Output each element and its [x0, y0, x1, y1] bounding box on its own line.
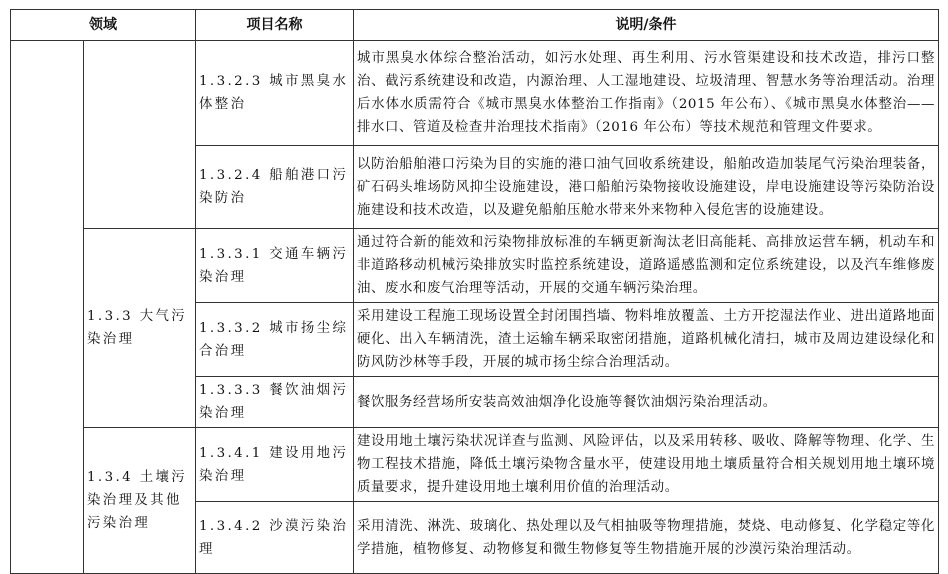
- group-air: 1.3.3 大气污染治理: [84, 229, 196, 428]
- project-description: 建设用地土壤污染状况详查与监测、风险评估，以及采用转移、吸收、降解等物理、化学、生物工程技术措施，降低土壤污染物含量水平，使建设用地土壤质量符合相关规划用地土壤环境质量要求，提升建设用地土壤利用价值的治理活动。: [354, 428, 939, 502]
- header-description: 说明/条件: [354, 10, 939, 41]
- project-name: 1.3.3.2 城市扬尘综合治理: [196, 303, 354, 377]
- project-name: 1.3.2.4 船舶港口污染防治: [196, 146, 354, 229]
- group-soil: 1.3.4 土壤污染治理及其他污染治理: [84, 428, 196, 574]
- project-description: 采用建设工程施工现场设置全封闭围挡墙、物料堆放覆盖、土方开挖湿法作业、进出道路地面硬化、出入车辆清洗，渣土运输车辆采取密闭措施，道路机械化清扫，城市及周边建设绿化和防风防沙林等手段，开展的城市扬尘综合治理活动。: [354, 303, 939, 377]
- table-row: [11, 41, 939, 146]
- header-domain: 领域: [11, 10, 196, 41]
- table-row: [11, 428, 939, 502]
- subdomain-cell-water: [84, 41, 196, 229]
- project-description: 餐饮服务经营场所安装高效油烟净化设施等餐饮油烟污染治理活动。: [354, 377, 939, 428]
- project-name: 1.3.3.3 餐饮油烟污染治理: [196, 377, 354, 428]
- project-description: 通过符合新的能效和污染物排放标准的车辆更新淘汰老旧高能耗、高排放运营车辆，机动车和非道路移动机械污染排放实时监控系统建设，道路遥感监测和定位系统建设，以及汽车维修废油、废水和废气治理等活动，开展的交通车辆污染治理。: [354, 229, 939, 303]
- project-description: 以防治船舶港口污染为目的实施的港口油气回收系统建设，船舶改造加装尾气污染治理装备，矿石码头堆场防风抑尘设施建设，港口船舶污染物接收设施建设，岸电设施建设等污染防治设施建设和技术改造，以及避免船舶压舱水带来外来物种入侵危害的设施建设。: [354, 146, 939, 229]
- header-project-name: 项目名称: [196, 10, 354, 41]
- project-name: 1.3.4.1 建设用地污染治理: [196, 428, 354, 502]
- header-row: [11, 10, 939, 41]
- project-name: 1.3.2.3 城市黑臭水体整治: [196, 41, 354, 146]
- standards-table: [10, 9, 939, 574]
- domain-cell: [11, 41, 84, 574]
- project-description: 城市黑臭水体综合整治活动，如污水处理、再生利用、污水管渠建设和技术改造，排污口整治、截污系统建设和改造，内源治理、人工湿地建设、垃圾清理、智慧水务等治理活动。治理后水体水质需符合《城市黑臭水体整治工作指南》（2015 年公布）、《城市黑臭水体整治——排水口、管道及检查井治理技术指南》（2016 年公布）等技术规范和管理文件要求。: [354, 41, 939, 146]
- project-name: 1.3.3.1 交通车辆污染治理: [196, 229, 354, 303]
- table-row: [11, 229, 939, 303]
- project-name: 1.3.4.2 沙漠污染治理: [196, 502, 354, 574]
- project-description: 采用清洗、淋洗、玻璃化、热处理以及气相抽吸等物理措施，焚烧、电动修复、化学稳定等化学措施，植物修复、动物修复和微生物修复等生物措施开展的沙漠污染治理活动。: [354, 502, 939, 574]
